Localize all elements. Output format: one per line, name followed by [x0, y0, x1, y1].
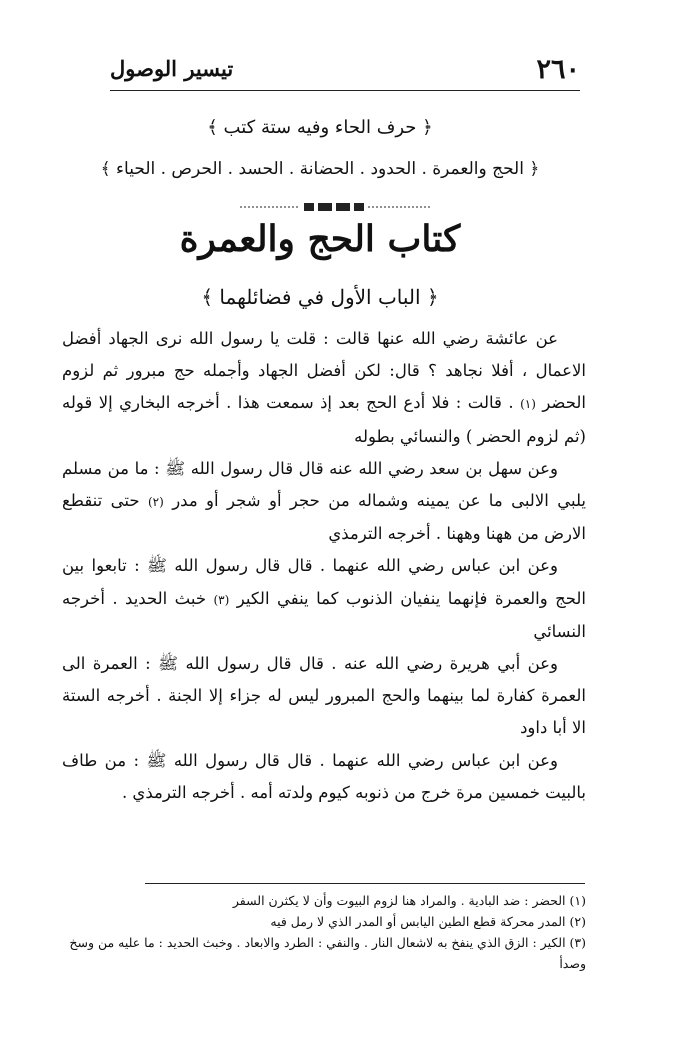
- section-contents: ﴿ الحج والعمرة . الحدود . الحضانة . الحسد . الحرص . الحياء ﴾: [100, 159, 540, 179]
- hadith-text: . قالت : فلا أدع الحج بعد إذ سمعت هذا . أخرجه البخاري إلا قوله (ثم لزوم الحضر ) والنسائي بطوله: [62, 393, 586, 446]
- book-title: تيسير الوصول: [110, 56, 234, 81]
- hadith-text: عن عائشة رضي الله عنها قالت : قلت يا رسول الله نرى الجهاد أفضل الاعمال ، أفلا نجاهد ؟ قال: لكن أفضل الجهاد وأجمله حج مبرور ثم لزوم الحضر: [62, 329, 587, 413]
- section-heading: ﴿ حرف الحاء وفيه ستة كتب ﴾: [207, 117, 433, 138]
- ornament-divider: [240, 200, 430, 214]
- hadith-text: وعن سهل بن سعد رضي الله عنه قال قال رسول الله ﷺ : ما من مسلم يلبي الالبى ما عن يمينه وشماله من حجر أو شجر أو مدر: [62, 458, 587, 511]
- footnote-item: (١) الحضر : ضد البادية . والمراد هنا لزوم البيوت وأن لا يكثرن السفر: [232, 893, 586, 908]
- hadith-text: وعن ابن عباس رضي الله عنهما . قال قال رسول الله ﷺ : من طاف بالبيت خمسين مرة خرج من ذنوبه كيوم ولدته أمه . أخرجه الترمذي .: [62, 750, 586, 802]
- hadith-paragraph: [62, 648, 586, 745]
- body-text: [62, 323, 586, 809]
- hadith-text: حتى تنقطع الارض من ههنا وههنا . أخرجه الترمذي: [62, 491, 586, 544]
- footnote-divider: [145, 883, 585, 884]
- footnotes: [62, 890, 586, 974]
- hadith-paragraph: [62, 745, 586, 809]
- footnote-marker: (٣): [213, 592, 230, 607]
- chapter-title: كتاب الحج والعمرة: [179, 218, 461, 260]
- hadith-paragraph: [62, 550, 586, 648]
- footnote-item: (٣) الكير : الزق الذي ينفخ به لاشعال النار . والنفي : الطرد والابعاد . وخبث الحديد : ما عليه من وسخ وصدأ: [69, 935, 586, 971]
- footnote-marker: (١): [520, 397, 536, 412]
- hadith-text: وعن ابن عباس رضي الله عنهما . قال قال رسول الله ﷺ : تابعوا بين الحج والعمرة فإنهما ينفيان الذنوب كما ينفي الكير: [62, 556, 587, 608]
- footnote-marker: (٢): [147, 495, 164, 510]
- hadith-text: وعن أبي هريرة رضي الله عنه . قال قال رسول الله ﷺ : العمرة الى العمرة كفارة لما بينهما والحج المبرور ليس له جزاء إلا الجنة . أخرجه الستة الا أبا داود: [62, 654, 586, 738]
- hadith-paragraph: [62, 453, 586, 551]
- sub-heading: ﴿ الباب الأول في فضائلهما ﴾: [201, 285, 439, 309]
- hadith-text: خبث الحديد . أخرجه النسائي: [62, 588, 586, 641]
- hadith-paragraph: [62, 323, 586, 453]
- page-number: ٢٦٠: [536, 54, 580, 85]
- footnote-item: (٢) المدر محركة قطع الطين اليابس أو المدر الذي لا رمل فيه: [270, 914, 586, 929]
- running-head: [110, 50, 580, 91]
